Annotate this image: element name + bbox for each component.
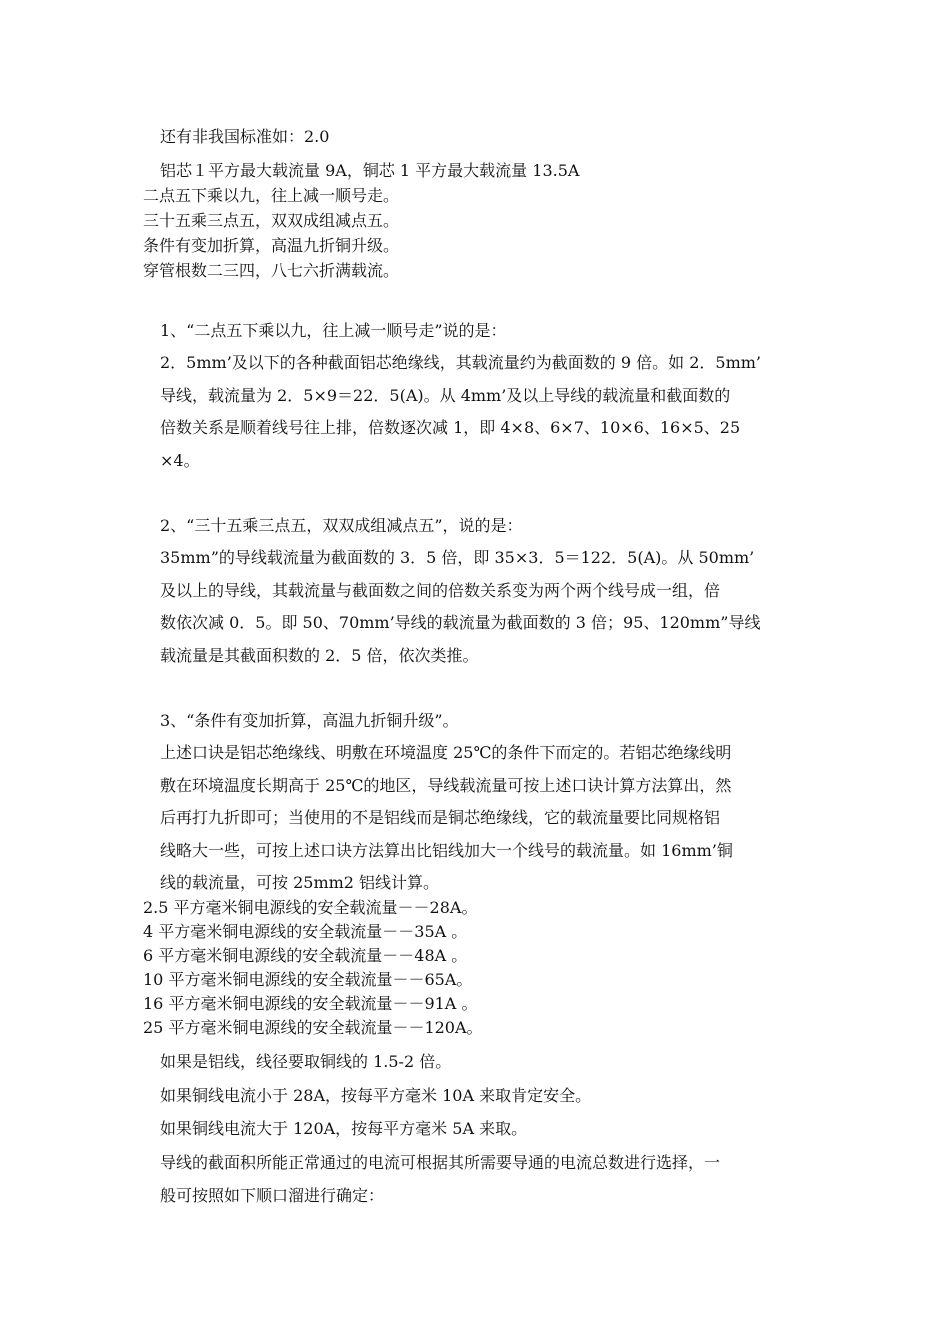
note-line: 如果是铝线，线径要取铜线的 1.5-2 倍。	[160, 1052, 452, 1071]
body-line: 2．5mm’及以下的各种截面铝芯绝缘线，其载流量约为截面数的 9 倍。如 2．5mm’	[160, 353, 762, 372]
note-line: 般可按照如下顺口溜进行确定：	[160, 1186, 385, 1205]
body-line: 线略大一些，可按上述口诀方法算出比铝线加大一个线号的载流量。如 16mm’铜	[160, 841, 733, 860]
body-line: 敷在环境温度长期高于 25℃的地区，导线载流量可按上述口诀计算方法算出，然	[160, 776, 732, 795]
body-line: 35mm”的导线载流量为截面数的 3．5 倍，即 35×3．5＝122．5(A)。从 50mm’	[160, 548, 755, 567]
copper-list-item: 2.5 平方毫米铜电源线的安全载流量－－28A。	[143, 898, 478, 917]
copper-list-item: 25 平方毫米铜电源线的安全载流量－－120A。	[143, 1018, 483, 1037]
section-heading: 3、“条件有变加折算，高温九折铜升级”。	[160, 711, 459, 730]
body-line: 及以上的导线，其载流量与截面数之间的倍数关系变为两个两个线号成一组，倍	[160, 581, 721, 600]
copper-list-item: 4 平方毫米铜电源线的安全载流量－－35A 。	[143, 922, 468, 941]
intro-line: 还有非我国标准如：2.0	[160, 127, 330, 146]
rhyme-line: 三十五乘三点五，双双成组减点五。	[143, 211, 400, 230]
body-line: 载流量是其截面积数的 2．5 倍，依次类推。	[160, 646, 479, 665]
copper-list-item: 6 平方毫米铜电源线的安全载流量－－48A 。	[143, 946, 468, 965]
section-heading: 1、“二点五下乘以九，往上减一顺号走”说的是：	[160, 321, 507, 340]
note-line: 如果铜线电流小于 28A，按每平方毫米 10A 来取肯定安全。	[160, 1086, 592, 1105]
rhyme-line: 穿管根数二三四，八七六折满载流。	[143, 261, 400, 280]
copper-list-item: 16 平方毫米铜电源线的安全载流量－－91A 。	[143, 994, 478, 1013]
note-line: 导线的截面积所能正常通过的电流可根据其所需要导通的电流总数进行选择，一	[160, 1153, 721, 1172]
section-heading: 2、“三十五乘三点五，双双成组减点五”，说的是：	[160, 516, 523, 535]
rhyme-line: 二点五下乘以九，往上减一顺号走。	[143, 186, 400, 205]
body-line: 数依次减 0．5。即 50、70mm’导线的载流量为截面数的 3 倍；95、120mm”导线	[160, 613, 761, 632]
body-line: ×4。	[160, 451, 200, 470]
intro-line: 铝芯１平方最大载流量 9A，铜芯 1 平方最大载流量 13.5A	[160, 161, 580, 180]
body-line: 倍数关系是顺着线号往上排，倍数逐次减 1，即 4×8、6×7、10×6、16×5、25	[160, 418, 741, 437]
body-line: 导线，载流量为 2．5×9＝22．5(A)。从 4mm’及以上导线的载流量和截面数的	[160, 386, 731, 405]
body-line: 上述口诀是铝芯绝缘线、明敷在环境温度 25℃的条件下而定的。若铝芯绝缘线明	[160, 743, 732, 762]
body-line: 线的载流量，可按 25mm2 铝线计算。	[160, 873, 440, 892]
note-line: 如果铜线电流大于 120A，按每平方毫米 5A 来取。	[160, 1119, 528, 1138]
rhyme-line: 条件有变加折算，高温九折铜升级。	[143, 236, 400, 255]
body-line: 后再打九折即可；当使用的不是铝线而是铜芯绝缘线，它的载流量要比同规格铝	[160, 808, 721, 827]
copper-list-item: 10 平方毫米铜电源线的安全载流量－－65A。	[143, 970, 473, 989]
